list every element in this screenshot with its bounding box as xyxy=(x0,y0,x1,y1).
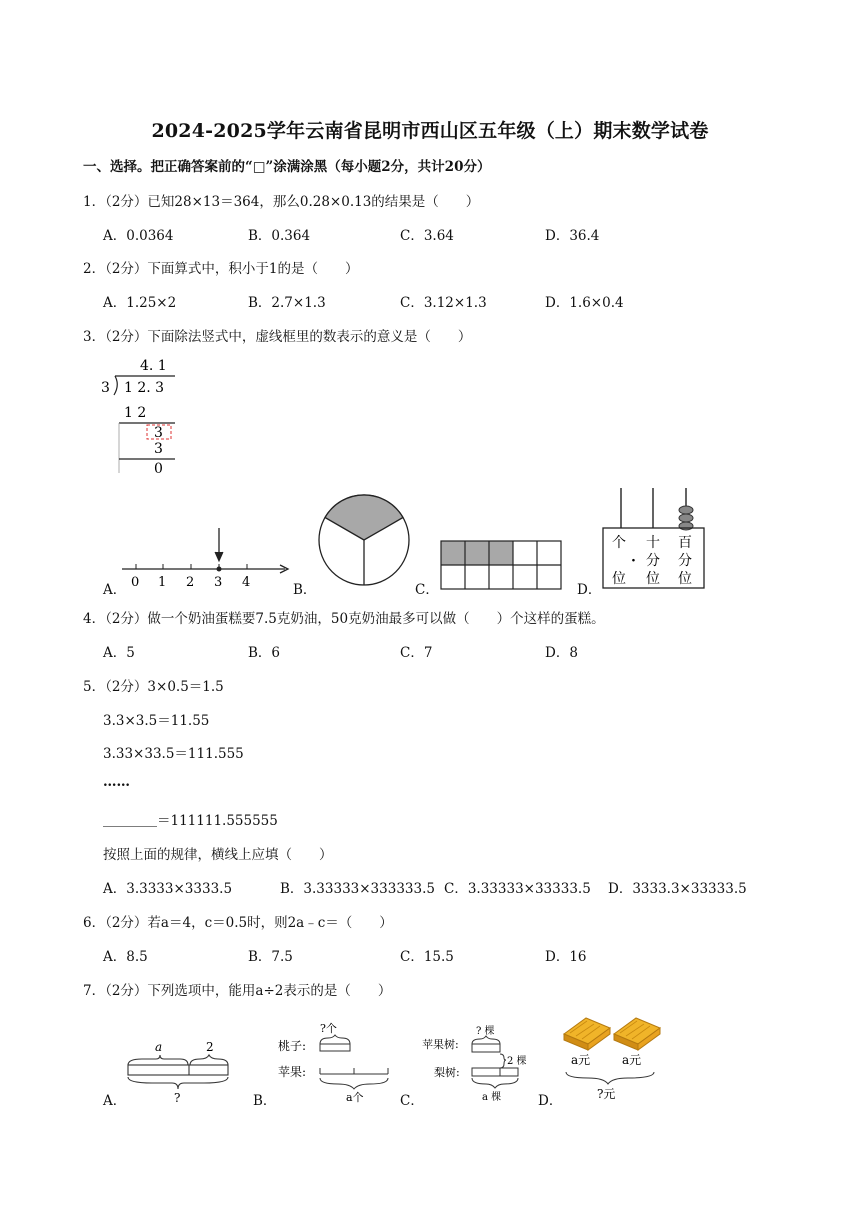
numberline-label-4: 4 xyxy=(242,575,251,590)
division-divisor: 3 xyxy=(101,380,110,396)
abacus-col3-bottom: 位 xyxy=(678,571,692,587)
division-dividend: 1 2. 3 xyxy=(124,380,165,396)
question-4-stem: 4．（2分）做一个奶油蛋糕要7.5克奶油，50克奶油最多可以做（ ）个这样的蛋糕。 xyxy=(83,611,605,627)
q7-option-c: C． xyxy=(400,1093,424,1109)
q6-option-c: C．15.5 xyxy=(400,949,454,965)
question-7-stem: 7．（2分）下列选项中，能用a÷2表示的是（ ） xyxy=(83,983,392,999)
division-boxed-digit: 3 xyxy=(154,425,163,441)
figc-question: ? 棵 xyxy=(476,1026,495,1037)
q2-option-a: A．1.25×2 xyxy=(103,295,177,311)
abacus-figure xyxy=(598,486,708,590)
figc-apple-tree-label: 苹果树: xyxy=(422,1038,459,1051)
question-6-stem: 6．（2分）若a＝4，c＝0.5时，则2a﹣c＝（ ） xyxy=(83,915,393,931)
figb-peach-question: ?个 xyxy=(320,1022,337,1035)
division-remainder: 0 xyxy=(154,461,163,477)
long-division-figure xyxy=(95,355,185,480)
numberline-label-1: 1 xyxy=(158,575,167,590)
q3-option-b: B． xyxy=(293,582,317,598)
division-quotient: 4. 1 xyxy=(140,358,167,374)
figc-pear-tree-label: 梨树: xyxy=(434,1066,460,1079)
figb-apple-label: 苹果: xyxy=(278,1065,307,1079)
figd-left-label: a元 xyxy=(571,1053,591,1067)
abacus-col2-mid: 分 xyxy=(646,553,660,569)
q5-option-a: A．3.3333×3333.5 xyxy=(103,881,233,897)
q7-figure-c xyxy=(420,1022,530,1106)
q5-line-2: 3.3×3.5＝11.55 xyxy=(103,713,210,729)
q7-option-b: B． xyxy=(253,1093,277,1109)
abacus-col1-bottom: 位 xyxy=(612,571,626,587)
abacus-dot: · xyxy=(631,553,636,569)
q3-option-a: A． xyxy=(103,582,127,598)
q7-option-a: A． xyxy=(103,1093,127,1109)
section-heading: 一、选择。把正确答案前的“□”涂满涂黑（每小题2分，共计20分） xyxy=(83,159,491,175)
q3-option-c: C． xyxy=(415,582,439,598)
q1-option-a: A．0.0364 xyxy=(103,228,174,244)
q4-option-d: D．8 xyxy=(545,645,578,661)
number-line-figure xyxy=(120,528,290,590)
q7-figure-a xyxy=(122,1035,232,1107)
division-subtrahend-2: 3 xyxy=(154,441,163,457)
abacus-col2-bottom: 位 xyxy=(646,571,660,587)
question-3-stem: 3．（2分）下面除法竖式中，虚线框里的数表示的意义是（ ） xyxy=(83,329,472,345)
figb-peach-label: 桃子: xyxy=(278,1039,307,1053)
q7-figure-d xyxy=(560,1014,670,1106)
q5-prompt: 按照上面的规律，横线上应填（ ） xyxy=(103,847,333,863)
q7-option-d: D． xyxy=(538,1093,563,1109)
book-icon-left xyxy=(564,1018,610,1050)
q3-option-d: D． xyxy=(577,582,602,598)
abacus-col1-top: 个 xyxy=(612,535,626,551)
grid-fraction-figure xyxy=(440,540,562,590)
division-subtrahend-1: 1 2 xyxy=(124,405,147,421)
q2-option-c: C．3.12×1.3 xyxy=(400,295,487,311)
numberline-label-3: 3 xyxy=(214,575,223,590)
q7-figure-b xyxy=(276,1018,394,1104)
q5-option-d: D．3333.3×33333.5 xyxy=(608,881,747,897)
q4-option-b: B．6 xyxy=(248,645,281,661)
question-5-stem: 5．（2分）3×0.5＝1.5 xyxy=(83,679,224,695)
q5-blank-line: ＿＿＿＿＝111111.555555 xyxy=(103,813,278,829)
numberline-label-0: 0 xyxy=(131,575,140,590)
numberline-label-2: 2 xyxy=(186,575,195,590)
figc-a-label: a 棵 xyxy=(482,1092,502,1103)
figd-question: ?元 xyxy=(597,1087,616,1101)
question-2-stem: 2．（2分）下面算式中，积小于1的是（ ） xyxy=(83,261,359,277)
abacus-col2-top: 十 xyxy=(646,535,660,551)
figa-question: ? xyxy=(174,1091,181,1105)
q1-option-b: B．0.364 xyxy=(248,228,311,244)
figa-two-label: 2 xyxy=(206,1040,214,1054)
q5-option-c: C．3.33333×33333.5 xyxy=(444,881,591,897)
q2-option-d: D．1.6×0.4 xyxy=(545,295,624,311)
abacus-col3-mid: 分 xyxy=(678,553,692,569)
q2-option-b: B．2.7×1.3 xyxy=(248,295,326,311)
q6-option-d: D．16 xyxy=(545,949,587,965)
abacus-col3-top: 百 xyxy=(678,535,692,551)
circle-fraction-figure xyxy=(318,493,410,587)
figc-two-label: 2 棵 xyxy=(507,1056,527,1067)
q5-line-3: 3.33×33.5＝111.555 xyxy=(103,746,244,762)
book-icon-right xyxy=(614,1018,660,1050)
q5-option-b: B．3.33333×333333.5 xyxy=(280,881,435,897)
q4-option-c: C．7 xyxy=(400,645,433,661)
q1-option-c: C．3.64 xyxy=(400,228,454,244)
figb-apple-a: a个 xyxy=(346,1091,364,1104)
q1-option-d: D．36.4 xyxy=(545,228,600,244)
question-1-stem: 1．（2分）已知28×13＝364，那么0.28×0.13的结果是（ ） xyxy=(83,194,480,210)
figd-right-label: a元 xyxy=(622,1053,642,1067)
page-title: 2024-2025学年云南省昆明市西山区五年级（上）期末数学试卷 xyxy=(151,120,709,142)
q6-option-b: B．7.5 xyxy=(248,949,293,965)
q6-option-a: A．8.5 xyxy=(103,949,148,965)
q4-option-a: A．5 xyxy=(103,645,135,661)
q5-ellipsis: …… xyxy=(103,774,130,790)
figa-a-label: a xyxy=(155,1040,163,1054)
